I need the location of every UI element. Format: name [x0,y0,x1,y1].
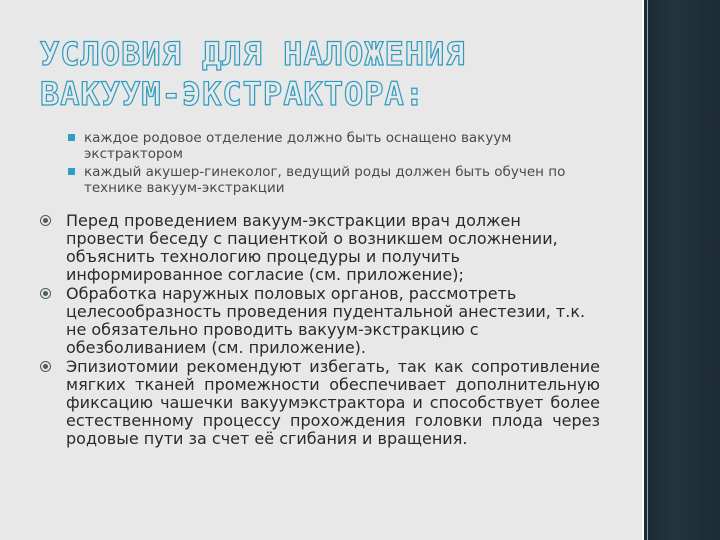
main-bullet-item [40,212,600,284]
main-bullet-item [40,358,600,448]
main-bullet-text: Перед проведением вакуум-экстракции врач должен провести беседу с пациенткой о возникшем осложнении, объяснить технологию процедуры и получить информированное согласие (см. приложение); [66,211,558,284]
sub-bullet-item [68,130,608,162]
slide-title: УСЛОВИЯ ДЛЯ НАЛОЖЕНИЯ ВАКУУМ-ЭКСТРАКТОРА: [40,35,466,113]
main-bullet-text: Обработка наружных половых органов, рассмотреть целесообразность проведения пудентальной анестезии, т.к. не обязательно проводить вакуум-экстракцию с обезболиванием (см. приложение). [66,284,586,357]
side-decor-panel [642,0,720,540]
square-bullet-icon [68,168,75,175]
sub-bullet-list [68,130,608,198]
circle-dot-bullet-icon [40,361,51,372]
main-bullet-list [40,212,600,449]
sub-bullet-text: каждый акушер-гинеколог, ведущий роды должен быть обучен по технике вакуум-экстракции [84,164,566,196]
circle-dot-bullet-icon [40,215,51,226]
square-bullet-icon [68,134,75,141]
sub-bullet-item [68,164,608,196]
main-bullet-text: Эпизиотомии рекомендуют избегать, так как сопротивление мягких тканей промежности обеспечивает дополнительную фиксацию чашечки вакуумэкстрактора и способствует более естественному процессу прохождения головки плода через родовые пути за счет её сгибания и вращения. [66,357,600,448]
circle-dot-bullet-icon [40,288,51,299]
main-bullet-item [40,285,600,357]
sub-bullet-text: каждое родовое отделение должно быть оснащено вакуум экстрактором [84,130,512,162]
